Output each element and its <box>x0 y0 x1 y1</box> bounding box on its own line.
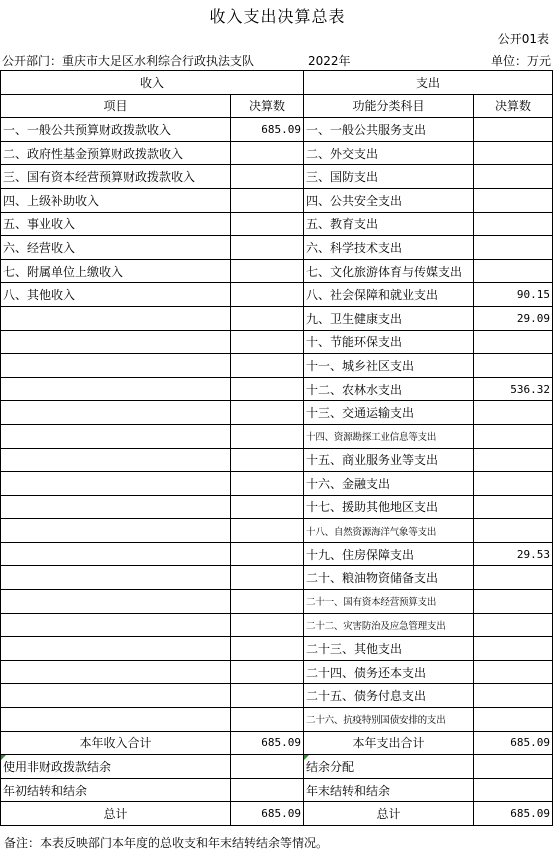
expense-amount <box>474 590 553 614</box>
income-item <box>1 684 231 708</box>
income-amount <box>231 542 304 566</box>
expense-item: 二十一、国有资本经营预算支出 <box>304 590 474 614</box>
expense-item: 十一、城乡社区支出 <box>304 354 474 378</box>
expense-amount: 90.15 <box>474 283 553 307</box>
expense-item: 二十六、抗疫特别国债安排的支出 <box>304 708 474 732</box>
expense-amount <box>474 519 553 543</box>
expense-item: 十、节能环保支出 <box>304 330 474 354</box>
income-total-value: 685.09 <box>231 731 304 755</box>
income-item: 八、其他收入 <box>1 283 231 307</box>
income-amount <box>231 424 304 448</box>
table-row <box>1 306 553 330</box>
expense-item: 九、卫生健康支出 <box>304 306 474 330</box>
expense-amount <box>474 684 553 708</box>
expense-header: 支出 <box>304 71 553 95</box>
income-item <box>1 590 231 614</box>
table-info-bar <box>2 52 553 68</box>
carryover-row-1 <box>1 755 553 779</box>
income-item: 五、事业收入 <box>1 212 231 236</box>
income-item <box>1 708 231 732</box>
grand-total-row <box>1 802 553 826</box>
income-item <box>1 377 231 401</box>
year-label: 2022年 <box>308 54 351 68</box>
expense-amount <box>474 566 553 590</box>
income-item <box>1 660 231 684</box>
table-row <box>1 424 553 448</box>
nonfiscal-balance-value <box>231 755 304 779</box>
expense-item: 四、公共安全支出 <box>304 188 474 212</box>
expense-amount <box>474 236 553 260</box>
expense-item: 十七、援助其他地区支出 <box>304 495 474 519</box>
balance-distribution-label: 结余分配 <box>304 755 474 779</box>
table-row <box>1 141 553 165</box>
item-column-header: 项目 <box>1 94 231 118</box>
income-item: 一、一般公共预算财政拨款收入 <box>1 118 231 142</box>
expense-amount <box>474 259 553 283</box>
table-row <box>1 212 553 236</box>
income-amount <box>231 519 304 543</box>
income-item: 二、政府性基金预算财政拨款收入 <box>1 141 231 165</box>
table-row <box>1 684 553 708</box>
income-amount <box>231 660 304 684</box>
income-amount-column-header: 决算数 <box>231 94 304 118</box>
expense-item: 十八、自然资源海洋气象等支出 <box>304 519 474 543</box>
expense-amount <box>474 637 553 661</box>
income-item <box>1 637 231 661</box>
income-item <box>1 401 231 425</box>
expense-amount: 29.53 <box>474 542 553 566</box>
income-amount <box>231 495 304 519</box>
table-row <box>1 590 553 614</box>
ending-balance-label: 年末结转和结余 <box>304 778 474 802</box>
income-amount <box>231 259 304 283</box>
expense-item: 八、社会保障和就业支出 <box>304 283 474 307</box>
table-row <box>1 566 553 590</box>
expense-total-value: 685.09 <box>474 731 553 755</box>
income-item: 六、经营收入 <box>1 236 231 260</box>
income-amount <box>231 141 304 165</box>
income-amount <box>231 613 304 637</box>
income-amount <box>231 330 304 354</box>
expense-item: 二十三、其他支出 <box>304 637 474 661</box>
expense-item: 十四、资源勘探工业信息等支出 <box>304 424 474 448</box>
table-row <box>1 165 553 189</box>
income-total-label: 本年收入合计 <box>1 731 231 755</box>
income-amount <box>231 306 304 330</box>
expense-amount <box>474 613 553 637</box>
expense-item: 十三、交通运输支出 <box>304 401 474 425</box>
income-item <box>1 472 231 496</box>
expense-item: 三、国防支出 <box>304 165 474 189</box>
table-row <box>1 660 553 684</box>
grand-total-expense-value: 685.09 <box>474 802 553 826</box>
table-row <box>1 330 553 354</box>
income-amount <box>231 165 304 189</box>
expense-item: 二十四、债务还本支出 <box>304 660 474 684</box>
expense-amount <box>474 188 553 212</box>
table-row <box>1 283 553 307</box>
income-item <box>1 495 231 519</box>
expense-amount <box>474 330 553 354</box>
table-row <box>1 495 553 519</box>
table-row <box>1 354 553 378</box>
footnote: 备注：本表反映部门本年度的总收支和年末结转结余等情况。 <box>4 836 329 850</box>
income-item: 四、上级补助收入 <box>1 188 231 212</box>
income-amount: 685.09 <box>231 118 304 142</box>
income-item <box>1 306 231 330</box>
grand-total-expense-label: 总计 <box>304 802 474 826</box>
table-row <box>1 236 553 260</box>
expense-amount <box>474 448 553 472</box>
income-amount <box>231 590 304 614</box>
function-subject-column-header: 功能分类科目 <box>304 94 474 118</box>
expense-amount <box>474 472 553 496</box>
income-item <box>1 566 231 590</box>
income-amount <box>231 472 304 496</box>
expense-amount <box>474 660 553 684</box>
income-amount <box>231 566 304 590</box>
expense-item: 五、教育支出 <box>304 212 474 236</box>
table-row <box>1 519 553 543</box>
income-item <box>1 424 231 448</box>
expense-amount <box>474 495 553 519</box>
expense-item: 二十五、债务付息支出 <box>304 684 474 708</box>
table-row <box>1 542 553 566</box>
ending-balance-value <box>474 778 553 802</box>
expense-amount-column-header: 决算数 <box>474 94 553 118</box>
unit-label: 单位：万元 <box>490 54 551 68</box>
expense-total-label: 本年支出合计 <box>304 731 474 755</box>
nonfiscal-balance-label: 使用非财政拨款结余 <box>1 755 231 779</box>
form-number: 公开01表 <box>497 32 549 46</box>
income-item <box>1 542 231 566</box>
expense-amount <box>474 141 553 165</box>
grand-total-income-label: 总计 <box>1 802 231 826</box>
income-amount <box>231 236 304 260</box>
income-item <box>1 354 231 378</box>
income-amount <box>231 708 304 732</box>
expense-item: 七、文化旅游体育与传媒支出 <box>304 259 474 283</box>
table-row <box>1 188 553 212</box>
expense-amount: 536.32 <box>474 377 553 401</box>
income-amount <box>231 448 304 472</box>
expense-amount <box>474 354 553 378</box>
expense-amount <box>474 118 553 142</box>
income-item <box>1 330 231 354</box>
header-row-columns <box>1 94 553 118</box>
header-row-sections <box>1 71 553 95</box>
budget-table <box>0 70 553 826</box>
income-item <box>1 519 231 543</box>
income-amount <box>231 401 304 425</box>
income-amount <box>231 637 304 661</box>
carryover-row-2 <box>1 778 553 802</box>
expense-amount <box>474 401 553 425</box>
table-row <box>1 377 553 401</box>
expense-item: 二十二、灾害防治及应急管理支出 <box>304 613 474 637</box>
expense-item: 二、外交支出 <box>304 141 474 165</box>
expense-amount <box>474 165 553 189</box>
income-item: 三、国有资本经营预算财政拨款收入 <box>1 165 231 189</box>
expense-amount <box>474 708 553 732</box>
table-row <box>1 637 553 661</box>
table-row <box>1 613 553 637</box>
grand-total-income-value: 685.09 <box>231 802 304 826</box>
expense-item: 十九、住房保障支出 <box>304 542 474 566</box>
balance-distribution-value <box>474 755 553 779</box>
expense-item: 六、科学技术支出 <box>304 236 474 260</box>
expense-amount <box>474 212 553 236</box>
expense-item: 十二、农林水支出 <box>304 377 474 401</box>
income-item <box>1 448 231 472</box>
expense-amount: 29.09 <box>474 306 553 330</box>
income-amount <box>231 684 304 708</box>
income-amount <box>231 283 304 307</box>
page-title: 收入支出决算总表 <box>209 7 346 26</box>
table-row <box>1 708 553 732</box>
expense-item: 一、一般公共服务支出 <box>304 118 474 142</box>
beginning-balance-value <box>231 778 304 802</box>
expense-amount <box>474 424 553 448</box>
table-row <box>1 472 553 496</box>
income-total-row <box>1 731 553 755</box>
income-header: 收入 <box>1 71 304 95</box>
table-row <box>1 259 553 283</box>
table-row <box>1 401 553 425</box>
department-label: 公开部门：重庆市大足区水利综合行政执法支队 <box>2 54 255 68</box>
income-amount <box>231 354 304 378</box>
table-row <box>1 118 553 142</box>
income-item <box>1 613 231 637</box>
expense-item: 十六、金融支出 <box>304 472 474 496</box>
income-amount <box>231 188 304 212</box>
income-amount <box>231 377 304 401</box>
table-row <box>1 448 553 472</box>
income-amount <box>231 212 304 236</box>
expense-item: 二十、粮油物资储备支出 <box>304 566 474 590</box>
expense-item: 十五、商业服务业等支出 <box>304 448 474 472</box>
beginning-balance-label: 年初结转和结余 <box>1 778 231 802</box>
income-item: 七、附属单位上缴收入 <box>1 259 231 283</box>
